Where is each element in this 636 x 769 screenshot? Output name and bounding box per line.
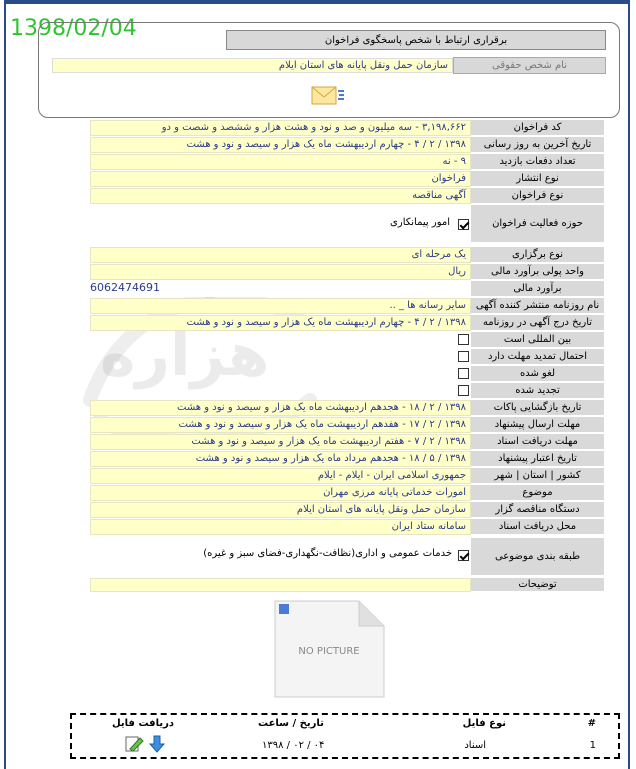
notes-row: [90, 578, 604, 592]
field4-5-label: موضوع: [471, 485, 604, 501]
activity-checkbox[interactable]: [458, 219, 469, 230]
field-0-label: کد فراخوان: [471, 120, 604, 136]
field4-1-value: ۱۳۹۸ / ۲ / ۱۷ - هفدهم اردیبهشت ماه یک هزار و سیصد و نود و هشت: [90, 417, 471, 433]
category-label: طبقه بندی موضوعی: [471, 538, 604, 576]
field2-1-row: [90, 264, 604, 280]
estimate-row: [90, 281, 604, 297]
field4-2-row: [90, 434, 604, 450]
flag-2-checkbox[interactable]: [458, 368, 469, 379]
flag-0-checkbox[interactable]: [458, 334, 469, 345]
activity-item: امور پیمانکاری: [390, 217, 450, 228]
field-1-row: [90, 137, 604, 153]
field3-0-value: سایر رسانه ها _ ..: [90, 298, 471, 314]
field4-7-label: محل دریافت اسناد: [471, 519, 604, 535]
files-header-date: تاریخ / ساعت: [258, 718, 324, 729]
entity-label: نام شخص حقوقی: [453, 57, 606, 74]
field-2-value: ۹ - نه: [90, 154, 471, 170]
field4-0-value: ۱۳۹۸ / ۲ / ۱۸ - هجدهم اردیبهشت ماه یک هزار و سیصد و نود و هشت: [90, 400, 471, 416]
flag-3-label: تجدید شده: [471, 383, 604, 399]
files-header-download: دریافت فایل: [112, 718, 174, 729]
field3-0-row: [90, 298, 604, 314]
field4-6-label: دستگاه مناقصه گزار: [471, 502, 604, 518]
field-3-label: نوع انتشار: [471, 171, 604, 187]
files-table: [70, 713, 620, 759]
envelope-icon[interactable]: [311, 84, 345, 106]
field4-6-value: سازمان حمل ونقل پایانه های استان ایلام: [90, 502, 471, 518]
file-row-date: ۱۳۹۸ / ۰۲ / ۰۴: [262, 740, 325, 751]
field-4-value: آگهی مناقصه: [90, 188, 471, 204]
notes-label: توضیحات: [471, 578, 604, 592]
field2-1-value: ریال: [90, 264, 471, 280]
flag-1-row: [90, 349, 604, 365]
field4-7-value: سامانه ستاد ایران: [90, 519, 471, 535]
field-0-row: [90, 120, 604, 136]
contact-person-button[interactable]: برقراری ارتباط با شخص پاسخگوی فراخوان: [226, 30, 606, 50]
field4-5-row: [90, 485, 604, 501]
field3-1-label: تاریخ درج آگهی در روزنامه: [471, 315, 604, 331]
field-3-row: [90, 171, 604, 187]
category-item: خدمات عمومی و اداری(نظافت-نگهداری-فضای سبز و غیره): [203, 548, 452, 559]
field4-7-row: [90, 519, 604, 535]
files-header-type: نوع فایل: [462, 718, 506, 729]
field2-0-row: [90, 247, 604, 263]
flag-1-checkbox[interactable]: [458, 351, 469, 362]
download-icon[interactable]: [148, 735, 166, 753]
flag-1-label: احتمال تمدید مهلت دارد: [471, 349, 604, 365]
no-picture-image: [274, 600, 385, 698]
field3-0-label: نام روزنامه منتشر کننده آگهی: [471, 298, 604, 314]
field4-2-label: مهلت دریافت اسناد: [471, 434, 604, 450]
field4-5-value: امورات خدماتی پایانه مرزی مهران: [90, 485, 471, 501]
field4-2-value: ۱۳۹۸ / ۲ / ۷ - هفتم اردیبهشت ماه یک هزار و سیصد و نود و هشت: [90, 434, 471, 450]
flag-0-row: [90, 332, 604, 348]
field-1-value: ۱۳۹۸ / ۲ / ۴ - چهارم اردیبهشت ماه یک هزار و سیصد و نود و هشت: [90, 137, 471, 153]
flag-0-label: بین المللی است: [471, 332, 604, 348]
field4-0-label: تاریخ بازگشایی پاکات: [471, 400, 604, 416]
file-row-type: اسناد: [464, 740, 486, 751]
field2-0-label: نوع برگزاری: [471, 247, 604, 263]
field-4-label: نوع فراخوان: [471, 188, 604, 204]
field-2-label: تعداد دفعات بازدید: [471, 154, 604, 170]
no-picture-text: NO PICTURE: [298, 646, 360, 657]
field3-1-value: ۱۳۹۸ / ۲ / ۴ - چهارم اردیبهشت ماه یک هزار و سیصد و نود و هشت: [90, 315, 471, 331]
field2-1-label: واحد پولی برآورد مالی: [471, 264, 604, 280]
field4-3-value: ۱۳۹۸ / ۵ / ۱۸ - هجدهم مرداد ماه یک هزار و سیصد و نود و هشت: [90, 451, 471, 467]
field4-3-row: [90, 451, 604, 467]
field4-3-label: تاریخ اعتبار پیشنهاد: [471, 451, 604, 467]
field4-4-row: [90, 468, 604, 484]
flag-2-label: لغو شده: [471, 366, 604, 382]
entity-value: سازمان حمل ونقل پایانه های استان ایلام: [52, 58, 453, 73]
field4-1-row: [90, 417, 604, 433]
field-1-label: تاریخ آخرین به روز رسانی: [471, 137, 604, 153]
field4-1-label: مهلت ارسال پیشنهاد: [471, 417, 604, 433]
field4-6-row: [90, 502, 604, 518]
activity-label: حوزه فعالیت فراخوان: [471, 205, 604, 243]
estimate-value: 6062474691: [90, 281, 471, 297]
edit-document-icon[interactable]: [124, 735, 146, 753]
estimate-label: برآورد مالی: [471, 281, 604, 297]
category-checkbox[interactable]: [458, 550, 469, 561]
svg-text:هزاره: هزاره: [100, 320, 270, 390]
field-0-value: ۳,۱۹۸,۶۶۲ - سه میلیون و صد و نود و هشت هزار و ششصد و شصت و دو: [90, 120, 471, 136]
field4-4-label: کشور | استان | شهر: [471, 468, 604, 484]
field-2-row: [90, 154, 604, 170]
file-row-num: 1: [589, 740, 596, 751]
flag-3-checkbox[interactable]: [458, 385, 469, 396]
files-header-num: #: [587, 718, 596, 729]
field3-1-row: [90, 315, 604, 331]
date-stamp: 1398/02/04: [10, 16, 137, 41]
field4-4-value: جمهوری اسلامی ایران - ایلام - ایلام: [90, 468, 471, 484]
notes-value: [90, 578, 471, 592]
field-4-row: [90, 188, 604, 204]
field4-0-row: [90, 400, 604, 416]
flag-3-row: [90, 383, 604, 399]
flag-2-row: [90, 366, 604, 382]
field2-0-value: یک مرحله ای: [90, 247, 471, 263]
field-3-value: فراخوان: [90, 171, 471, 187]
